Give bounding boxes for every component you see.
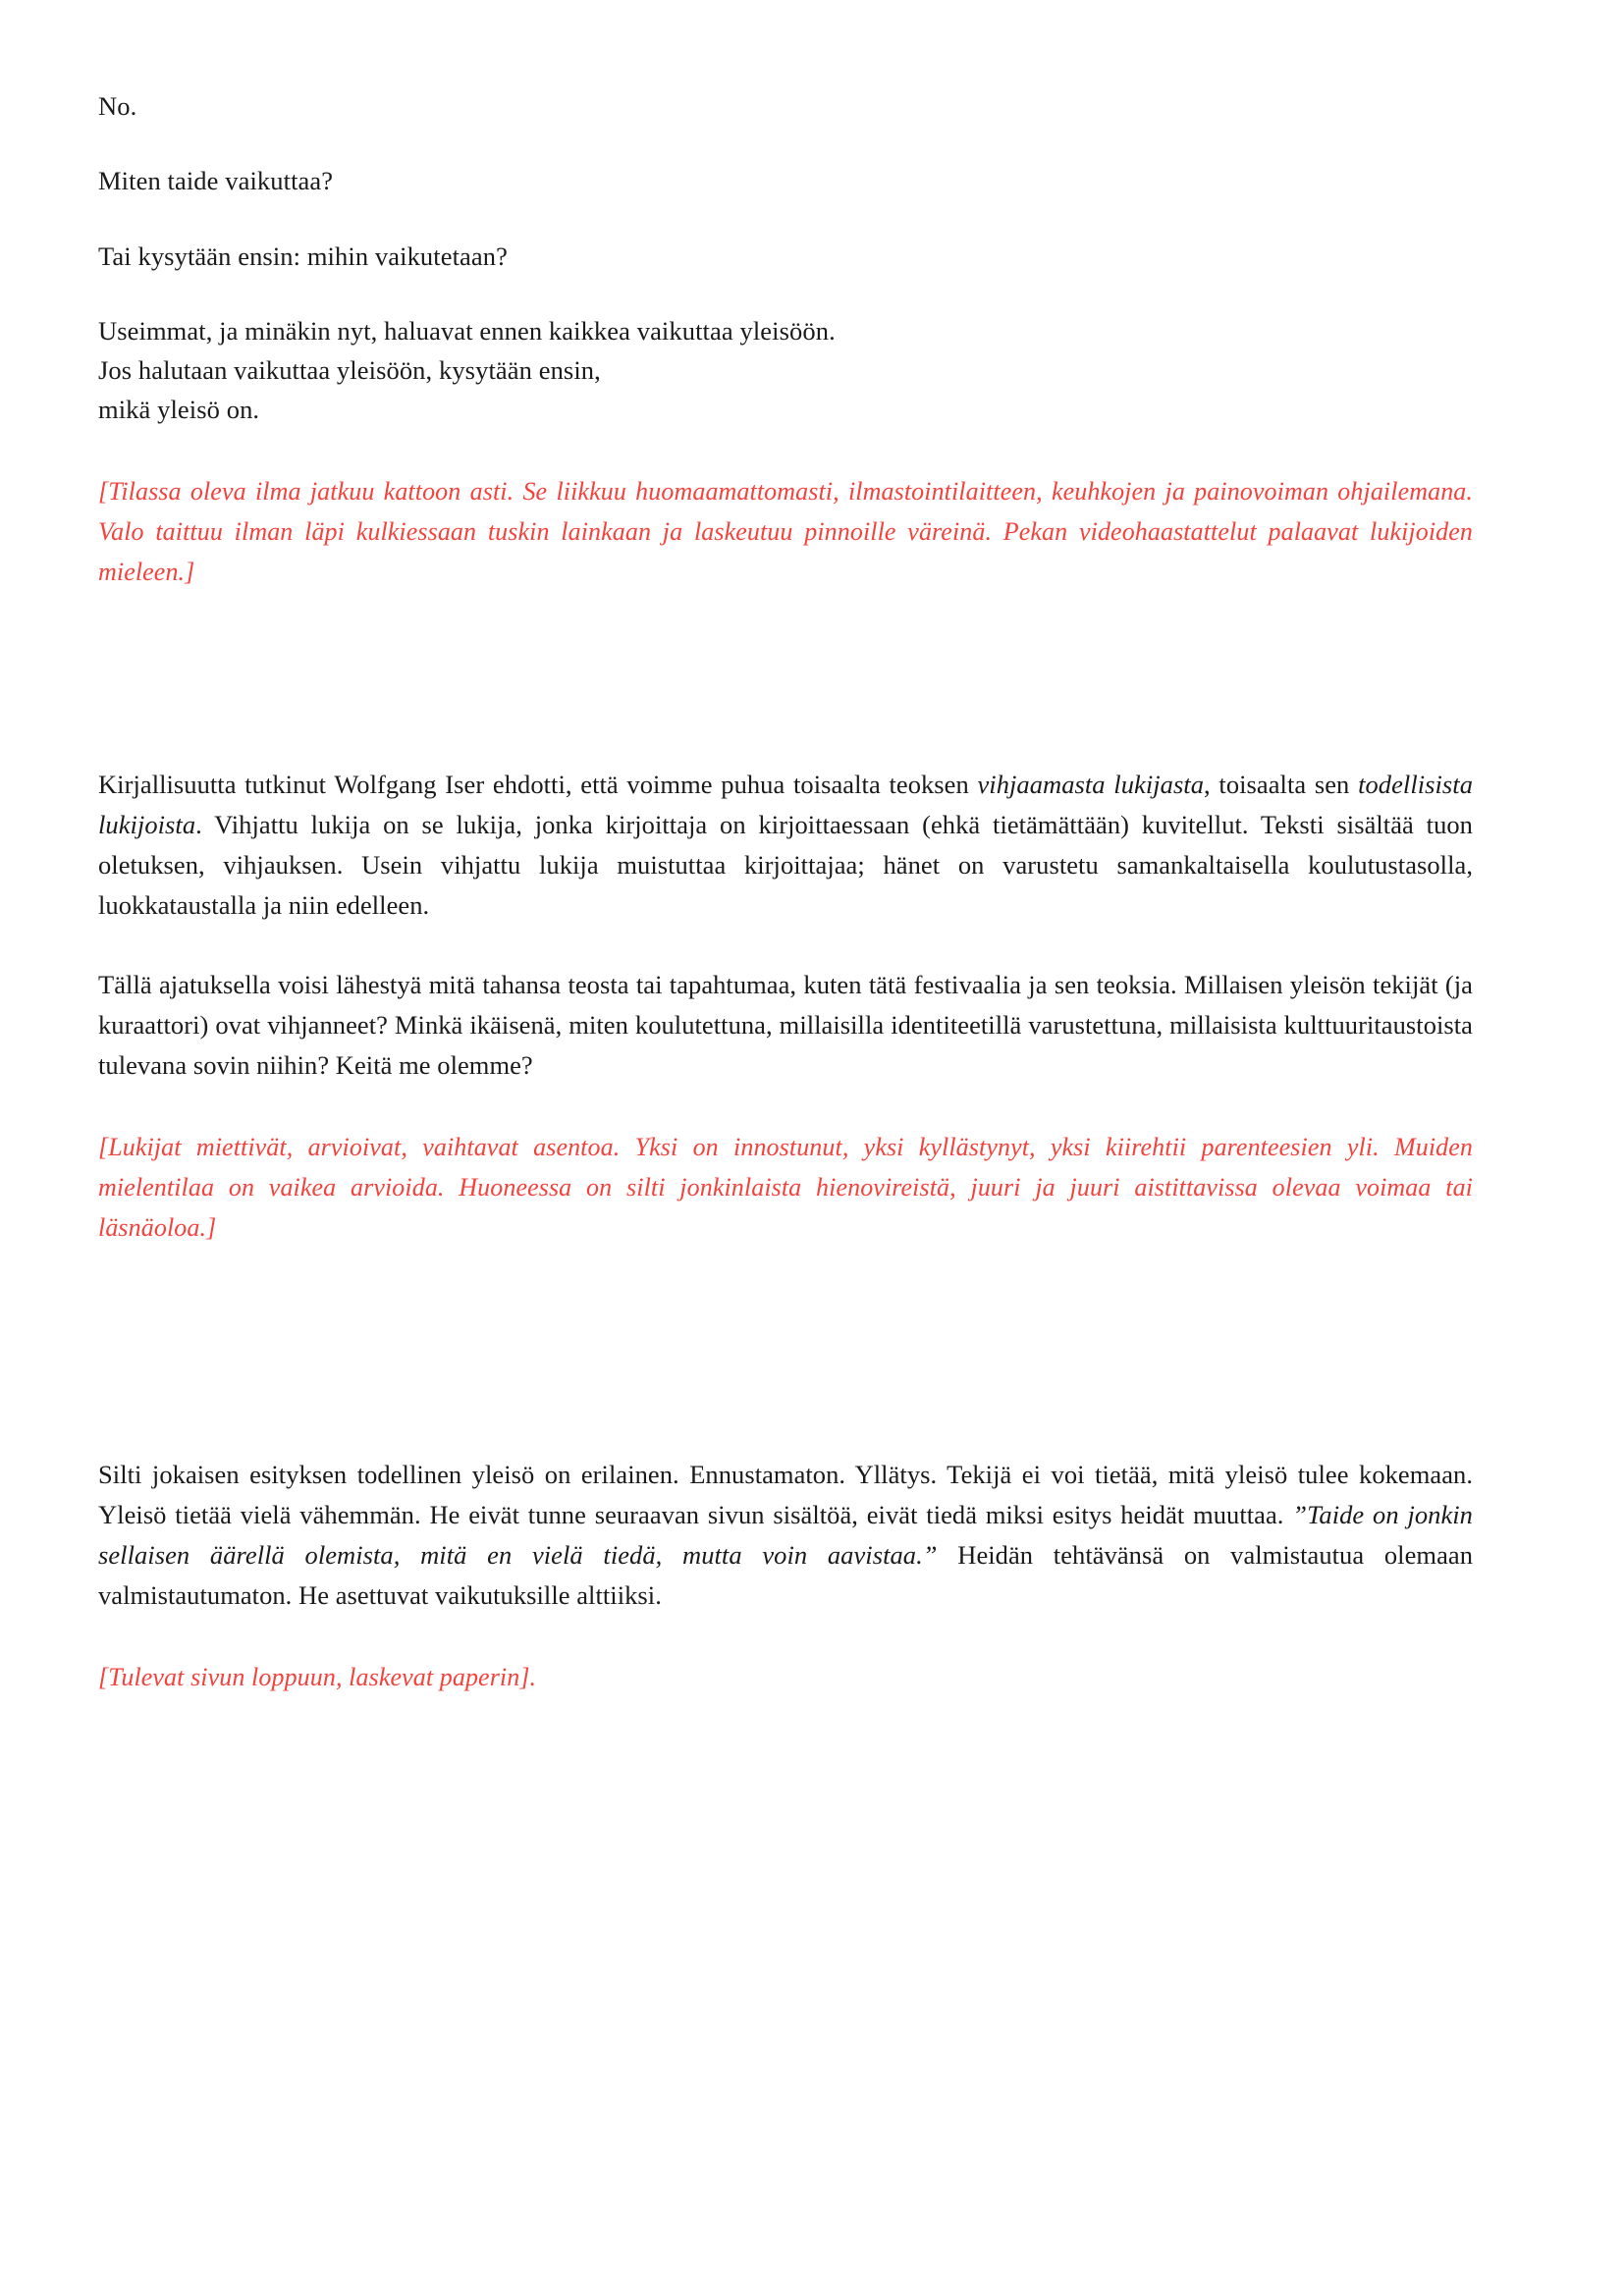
real-audience-text-a: Silti jokaisen esityksen todellinen yleisö on erilainen. Ennustamaton. Yllätys. Tekijä ei voi tietää, mitä yleisö tulee kokemaan. Yleisö tietää vielä vähemmän. He eivät tunne seuraavan sivun sisältöä, eivät tiedä miksi esitys heidät muuttaa.: [98, 1459, 1473, 1529]
iser-text-a: Kirjallisuutta tutkinut Wolfgang Iser ehdotti, että voimme puhua toisaalta teoksen: [98, 769, 978, 799]
spacer: [98, 430, 1473, 471]
paragraph-no: No.: [98, 91, 137, 121]
real-audience-text-b: Heidän tehtävänsä on valmistautua olemaan valmistautumaton. He asettuvat vaikutuksille alttiiksi.: [98, 1539, 1473, 1610]
iser-text-b: , toisaalta sen: [1204, 769, 1359, 799]
art-quote: ”Taide on jonkin sellaisen äärellä olemista, mitä en vielä tiedä, mutta voin aavistaa.”: [98, 1499, 1473, 1570]
paragraph-real-audience: [98, 1455, 1473, 1616]
paragraph-question-2: Tai kysytään ensin: mihin vaikutetaan?: [98, 240, 508, 271]
spacer: [98, 201, 1473, 237]
spacer: [98, 126, 1473, 161]
iser-text-c: . Vihjattu lukija on se lukija, jonka kirjoittaja on kirjoittaessaan (ehkä tietämättään) kuvitellut. Teksti sisältää tuon oletuksen, vihjauksen. Usein vihjattu lukija muistuttaa kirjoittajaa; hänet on varustetu samankaltaisella koulutustasolla, luokkataustalla ja niin edelleen.: [98, 809, 1473, 921]
spacer: [98, 592, 1473, 765]
spacer: [98, 1249, 1473, 1455]
audience-line-3: mikä yleisö on.: [98, 395, 260, 425]
spacer: [98, 1086, 1473, 1127]
stage-direction-2: [Lukijat miettivät, arvioivat, vaihtavat asentoa. Yksi on innostunut, yksi kyllästynyt, yksi kiirehtii parenteesien yli. Muiden mielentilaa on vaikea arvioida. Huoneessa on silti jonkinlaista hienovireistä, juuri ja juuri aistittavissa olevaa voimaa tai läsnäoloa.]: [98, 1133, 1473, 1243]
spacer: [98, 1616, 1473, 1657]
paragraph-festival: Tällä ajatuksella voisi lähestyä mitä tahansa teosta tai tapahtumaa, kuten tätä festivaalia ja sen teoksia. Millaisen yleisön tekijät (ja kuraattori) ovat vihjanneet? Minkä ikäisenä, miten koulutettuna, millaisilla identiteetillä varustettuna, millaisista kulttuuritaustoista tulevana sovin niihin? Keitä me olemme?: [98, 970, 1473, 1081]
spacer: [98, 926, 1473, 965]
document-body: [98, 86, 1473, 1697]
paragraph-question-1: Miten taide vaikuttaa?: [98, 166, 334, 196]
stage-direction-3: [Tulevat sivun loppuun, laskevat paperin].: [98, 1662, 537, 1691]
stage-direction-1: [Tilassa oleva ilma jatkuu kattoon asti. Se liikkuu huomaamattomasti, ilmastointilaitteen, keuhkojen ja painovoiman ohjailemana. Valo taittuu ilman läpi kulkiessaan tuskin lainkaan ja laskeutuu pinnoille väreinä. Pekan videohaastattelut palaavat lukijoiden mieleen.]: [98, 476, 1473, 586]
iser-italic-2: todellisista lukijoista: [98, 769, 1473, 839]
audience-line-2: Jos halutaan vaikuttaa yleisöön, kysytään ensin,: [98, 355, 601, 386]
iser-italic-1: vihjaamasta lukijasta: [977, 769, 1205, 799]
audience-line-1: Useimmat, ja minäkin nyt, haluavat ennen kaikkea vaikuttaa yleisöön.: [98, 315, 836, 346]
spacer: [98, 276, 1473, 311]
paragraph-audience-lines: [98, 311, 1473, 430]
paragraph-iser: [98, 765, 1473, 926]
